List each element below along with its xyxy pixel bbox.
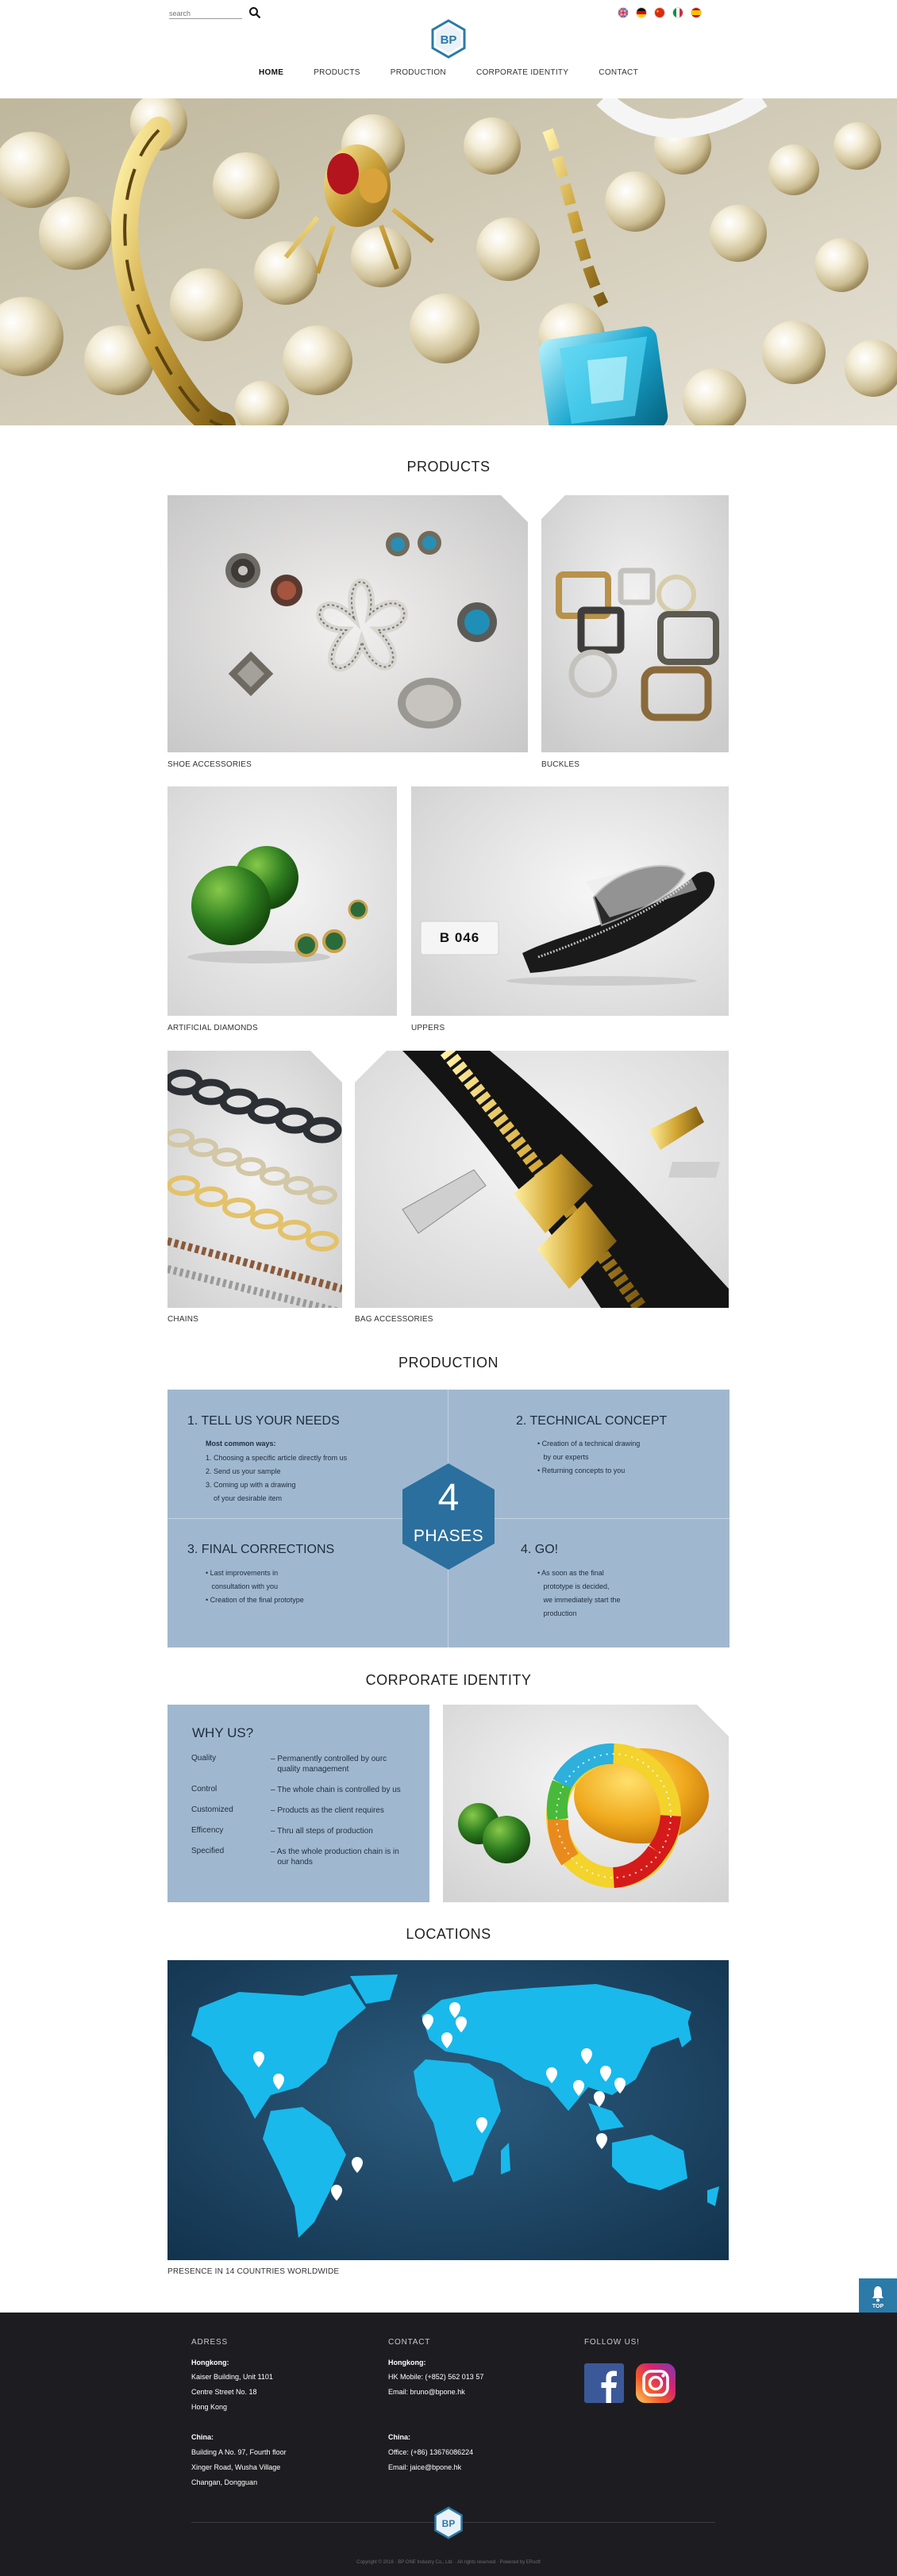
hexagon-word: PHASES	[413, 1527, 484, 1545]
footer-cn-contact-heading: China:	[388, 2433, 410, 2441]
phase-1-subtitle: Most common ways:	[206, 1440, 276, 1448]
instagram-icon[interactable]	[636, 2363, 676, 2403]
phase-4-line-2: prototype is decided,	[537, 1582, 610, 1590]
uppers-image	[411, 786, 729, 1016]
phase-3-line-3: • Creation of the final prototype	[206, 1596, 304, 1604]
nav-home[interactable]: HOME	[259, 68, 284, 77]
bag-accessories-image[interactable]	[355, 1051, 729, 1308]
phase-4-line-3: we immediately start the	[537, 1596, 621, 1604]
phase-3-title: 3. FINAL CORRECTIONS	[187, 1543, 335, 1556]
footer-hk-address-line-3: Hong Kong	[191, 2403, 228, 2411]
search-icon[interactable]	[248, 6, 261, 19]
italy-flag-icon[interactable]	[672, 7, 683, 18]
language-flags	[618, 7, 702, 18]
uppers-tile[interactable]	[411, 786, 729, 1016]
site-header	[0, 0, 897, 98]
why-key-control: Control	[191, 1785, 218, 1794]
tile-label-uppers[interactable]: UPPERS	[411, 1024, 445, 1032]
copyright-text: Copyright © 2016 · BP ONE Industry Co., Ltd. · All rights reserved · Powered by ERsoft	[356, 2560, 541, 2565]
phase-1-line-4: of your desirable item	[206, 1494, 283, 1502]
why-us-panel	[167, 1705, 429, 1902]
uk-flag-icon[interactable]	[618, 7, 629, 18]
buckles-image[interactable]	[541, 495, 729, 752]
facebook-icon[interactable]	[584, 2363, 624, 2403]
tile-label-chains[interactable]: CHAINS	[167, 1315, 198, 1324]
why-key-customized: Customized	[191, 1805, 233, 1814]
products-title: PRODUCTS	[406, 459, 491, 475]
main-nav	[0, 68, 897, 77]
nav-products[interactable]: PRODUCTS	[314, 68, 360, 77]
why-key-quality: Quality	[191, 1754, 217, 1763]
footer-hk-email[interactable]: Email: bruno@bpone.hk	[388, 2388, 465, 2396]
footer-hk-address-heading: Hongkong:	[191, 2359, 229, 2366]
footer-hk-address-line-2: Centre Street No. 18	[191, 2388, 257, 2396]
phase-2-line-1: • Creation of a technical drawing	[537, 1440, 641, 1448]
search-bar	[169, 6, 264, 21]
tile-label-buckles[interactable]: BUCKLES	[541, 760, 580, 769]
production-phases-panel	[167, 1390, 730, 1647]
footer-cn-address-line-2: Xinger Road, Wusha Village	[191, 2463, 281, 2471]
nav-production[interactable]: PRODUCTION	[390, 68, 446, 77]
production-title: PRODUCTION	[398, 1355, 499, 1371]
uppers-tag: B 046	[439, 930, 480, 945]
why-us-title: WHY US?	[192, 1725, 254, 1740]
back-to-top-button[interactable]	[859, 2278, 897, 2316]
nav-contact[interactable]: CONTACT	[599, 68, 638, 77]
footer-hk-mobile[interactable]: HK Mobile: (+852) 562 013 57	[388, 2373, 484, 2381]
corporate-identity-image	[443, 1705, 729, 1902]
tile-label-bag-accessories[interactable]: BAG ACCESSORIES	[355, 1315, 433, 1324]
why-val-specified-2: our hands	[271, 1858, 313, 1867]
footer-logo-text: BP	[441, 2518, 456, 2529]
why-key-efficency: Efficency	[191, 1826, 224, 1835]
phase-4-line-1: • As soon as the final	[537, 1569, 604, 1577]
phase-1-line-3: 3. Coming up with a drawing	[206, 1481, 296, 1489]
why-key-specified: Specified	[191, 1847, 225, 1855]
footer-follow-heading: FOLLOW US!	[584, 2338, 640, 2347]
hexagon-number: 4	[437, 1477, 460, 1519]
footer-cn-office[interactable]: Office: (+86) 13676086224	[388, 2448, 474, 2456]
footer-adress-heading: ADRESS	[191, 2338, 228, 2347]
why-val-efficency: – Thru all steps of production	[271, 1827, 373, 1836]
corporate-identity-title: CORPORATE IDENTITY	[365, 1672, 532, 1688]
phase-2-line-2: by our experts	[537, 1453, 589, 1461]
footer-contact-heading: CONTACT	[388, 2338, 431, 2347]
locations-caption: PRESENCE IN 14 COUNTRIES WORLDWIDE	[167, 2267, 340, 2276]
tile-label-shoe-accessories[interactable]: SHOE ACCESSORIES	[167, 760, 252, 769]
back-to-top-label: TOP	[872, 2304, 884, 2309]
chains-image[interactable]	[167, 1051, 342, 1308]
why-val-specified-1: – As the whole production chain is in	[271, 1847, 399, 1856]
locations-title: LOCATIONS	[406, 1926, 491, 1942]
footer-cn-email[interactable]: Email: jaice@bpone.hk	[388, 2463, 462, 2471]
phase-3-line-2: consultation with you	[206, 1582, 279, 1590]
search-input[interactable]	[169, 8, 242, 19]
phase-3-line-1: • Last improvements in	[206, 1569, 279, 1577]
world-map-image	[167, 1960, 729, 2260]
artificial-diamonds-image[interactable]	[167, 786, 397, 1016]
nav-corporate-identity[interactable]: CORPORATE IDENTITY	[475, 68, 569, 77]
spain-flag-icon[interactable]	[691, 7, 702, 18]
phase-4-title: 4. GO!	[521, 1543, 559, 1556]
bp-logo[interactable]	[430, 19, 467, 59]
footer-bp-logo[interactable]	[433, 2506, 464, 2539]
why-val-control: – The whole chain is controlled by us	[271, 1786, 401, 1794]
footer-cn-address-line-1: Building A No. 97, Fourth floor	[191, 2448, 287, 2456]
footer-hk-contact-heading: Hongkong:	[388, 2359, 426, 2366]
shoe-accessories-image[interactable]	[167, 495, 528, 752]
why-val-quality-1: – Permanently controlled by ourc	[271, 1755, 387, 1763]
footer-cn-address-line-3: Changan, Dongguan	[191, 2478, 258, 2486]
four-phases-hexagon	[401, 1462, 496, 1571]
china-flag-icon[interactable]	[654, 7, 665, 18]
footer-cn-address-heading: China:	[191, 2433, 214, 2441]
phase-2-title: 2. TECHNICAL CONCEPT	[516, 1414, 668, 1428]
logo-text: BP	[440, 33, 457, 47]
phase-1-line-2: 2. Send us your sample	[206, 1467, 281, 1475]
bell-icon	[872, 2285, 884, 2302]
phase-2-line-3: • Returning concepts to you	[537, 1467, 626, 1474]
phase-1-title: 1. TELL US YOUR NEEDS	[187, 1414, 340, 1428]
footer-hk-address-line-1: Kaiser Building, Unit 1101	[191, 2373, 273, 2381]
tile-label-artificial-diamonds[interactable]: ARTIFICIAL DIAMONDS	[167, 1024, 258, 1032]
phase-1-line-1: 1. Choosing a specific article directly from us	[206, 1454, 348, 1462]
why-val-quality-2: quality management	[271, 1765, 349, 1774]
germany-flag-icon[interactable]	[636, 7, 647, 18]
phase-4-line-4: production	[537, 1609, 577, 1617]
why-val-customized: – Products as the client requires	[271, 1806, 384, 1815]
hero-banner-image	[0, 98, 897, 425]
